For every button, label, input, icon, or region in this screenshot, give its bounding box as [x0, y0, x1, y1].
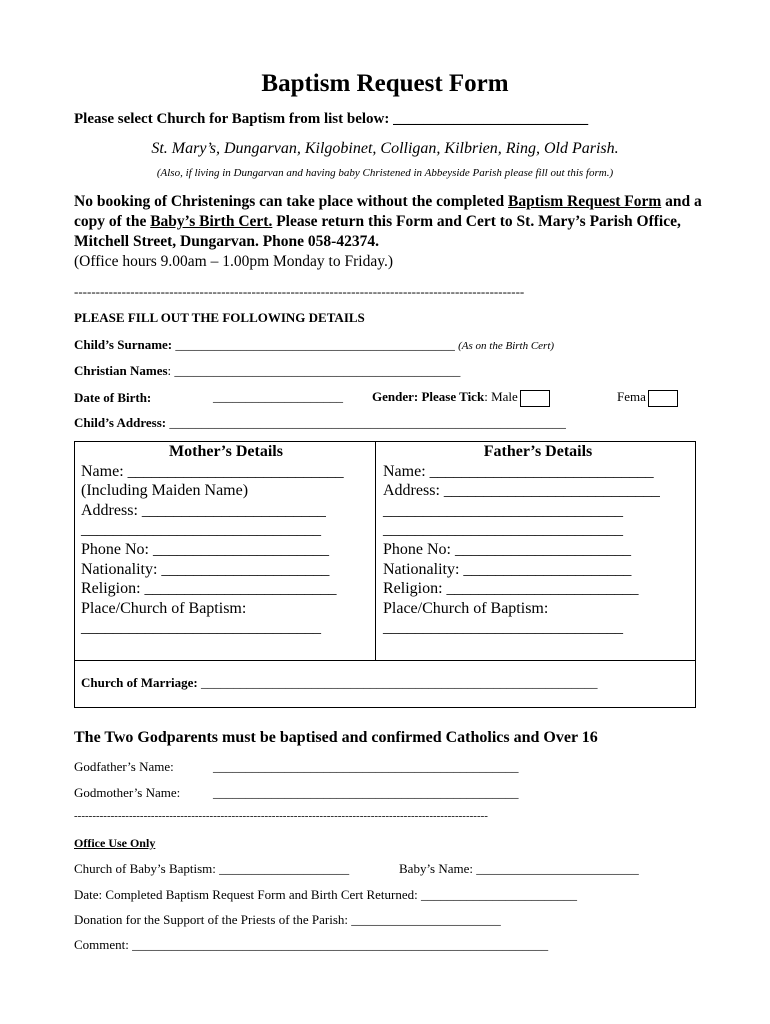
father-place-label: Place/Church of Baptism:: [383, 599, 549, 617]
female-row: [617, 389, 678, 407]
christian-names-label: Christian Names: [74, 363, 168, 378]
father-place-field[interactable]: ______________________________: [383, 619, 623, 637]
column-divider: [375, 442, 376, 660]
address-field[interactable]: _____________________________________________________________: [169, 415, 566, 430]
christian-names-field[interactable]: ____________________________________________: [171, 363, 461, 378]
father-phone-field[interactable]: Phone No: ______________________: [383, 540, 631, 558]
marriage-label: Church of Marriage:: [81, 675, 198, 690]
mother-place-label: Place/Church of Baptism:: [81, 599, 247, 617]
father-header: Father’s Details: [483, 443, 593, 460]
office-comment-field[interactable]: Comment: ________________________________________________________________: [74, 937, 549, 952]
surname-field[interactable]: ___________________________________________: [175, 337, 455, 352]
separator-bottom: -----------------------------------------------------------------------------------------------------------------: [74, 810, 488, 822]
office-hours: (Office hours 9.00am – 1.00pm Monday to Friday.): [74, 253, 393, 270]
male-label: Male: [491, 389, 518, 404]
parents-table: [74, 441, 696, 708]
mother-address-field[interactable]: Address: _______________________: [81, 501, 326, 519]
surname-label: Child’s Surname:: [74, 337, 173, 352]
church-select-blank[interactable]: __________________________: [393, 111, 589, 127]
godfather-field[interactable]: _______________________________________________: [213, 759, 519, 774]
address-row: [74, 415, 566, 431]
form-title: Baptism Request Form: [261, 70, 509, 97]
christian-names-row: Christian Names: ____________________________________________: [74, 363, 461, 378]
dob-field[interactable]: ____________________: [213, 389, 343, 404]
abbeyside-note: (Also, if living in Dungarvan and having baby Christened in Abbeyside Parish please fill out this form.): [156, 167, 614, 179]
godparents-heading: The Two Godparents must be baptised and confirmed Catholics and Over 16: [74, 729, 598, 746]
row-divider: [75, 660, 695, 661]
birth-cert-ref: Baby’s Birth Cert.: [150, 213, 273, 230]
marriage-row: [81, 675, 597, 691]
dob-label: Date of Birth:: [74, 390, 152, 405]
father-religion-field[interactable]: Religion: ________________________: [383, 580, 639, 598]
church-select-label: Please select Church for Baptism from list below:: [74, 111, 390, 127]
father-name-field[interactable]: Name: ____________________________: [383, 462, 654, 480]
church-select-line: [74, 111, 588, 128]
mother-column: [81, 442, 371, 638]
gender-row: Gender: Please Tick: Male: [372, 389, 550, 407]
godmother-field[interactable]: _______________________________________________: [213, 785, 519, 800]
address-label: Child’s Address:: [74, 415, 167, 430]
mother-header: Mother’s Details: [169, 443, 283, 460]
male-checkbox[interactable]: [520, 390, 550, 407]
mother-name-field[interactable]: Name: ___________________________: [81, 462, 344, 480]
mother-nationality-field[interactable]: Nationality: _____________________: [81, 560, 330, 578]
mother-address-line2[interactable]: ______________________________: [81, 521, 321, 539]
mother-place-field[interactable]: ______________________________: [81, 619, 321, 637]
gender-label: Gender: Please Tick: [372, 389, 485, 404]
church-list: St. Mary’s, Dungarvan, Kilgobinet, Colligan, Kilbrien, Ring, Old Parish.: [151, 140, 619, 157]
female-label: Fema: [617, 389, 646, 404]
mother-phone-field[interactable]: Phone No: ______________________: [81, 540, 329, 558]
surname-note: (As on the Birth Cert): [458, 340, 555, 352]
surname-row: [74, 337, 554, 353]
female-checkbox[interactable]: [648, 390, 678, 407]
office-baby-name-field[interactable]: Baby’s Name: _________________________: [399, 861, 639, 876]
godmother-label: Godmother’s Name:: [74, 785, 181, 800]
office-church-field[interactable]: Church of Baby’s Baptism: ____________________: [74, 861, 350, 876]
office-date-field[interactable]: Date: Completed Baptism Request Form and Birth Cert Returned: ________________________: [74, 887, 577, 902]
baptism-form-ref: Baptism Request Form: [508, 193, 662, 210]
father-address-field[interactable]: Address: ___________________________: [383, 482, 660, 500]
father-nationality-field[interactable]: Nationality: _____________________: [383, 560, 632, 578]
father-address-line3[interactable]: ______________________________: [383, 521, 623, 539]
mother-religion-field[interactable]: Religion: ________________________: [81, 580, 337, 598]
godfather-label: Godfather’s Name:: [74, 759, 174, 774]
office-donation-field[interactable]: Donation for the Support of the Priests of the Parish: _______________________: [74, 912, 501, 927]
booking-notice: No booking of Christenings can take place without the completed Baptism Request Form and a copy of the Baby’s Birth Cert. Please return this Form and Cert to St. Mary’s Parish Office, Mitchell Street, Dungarvan. Phone 058-42374. (Office hours 9.00am – 1.00pm Monday to Friday.): [74, 193, 702, 270]
mother-maiden-note: (Including Maiden Name): [81, 482, 249, 500]
details-heading: PLEASE FILL OUT THE FOLLOWING DETAILS: [74, 310, 365, 325]
separator-top: --------------------------------------------------------------------------------------------------------: [74, 284, 525, 299]
father-address-line2[interactable]: ______________________________: [383, 501, 623, 519]
office-heading: Office Use Only: [74, 836, 156, 850]
marriage-field[interactable]: _____________________________________________________________: [197, 675, 598, 690]
father-column: [383, 442, 693, 638]
